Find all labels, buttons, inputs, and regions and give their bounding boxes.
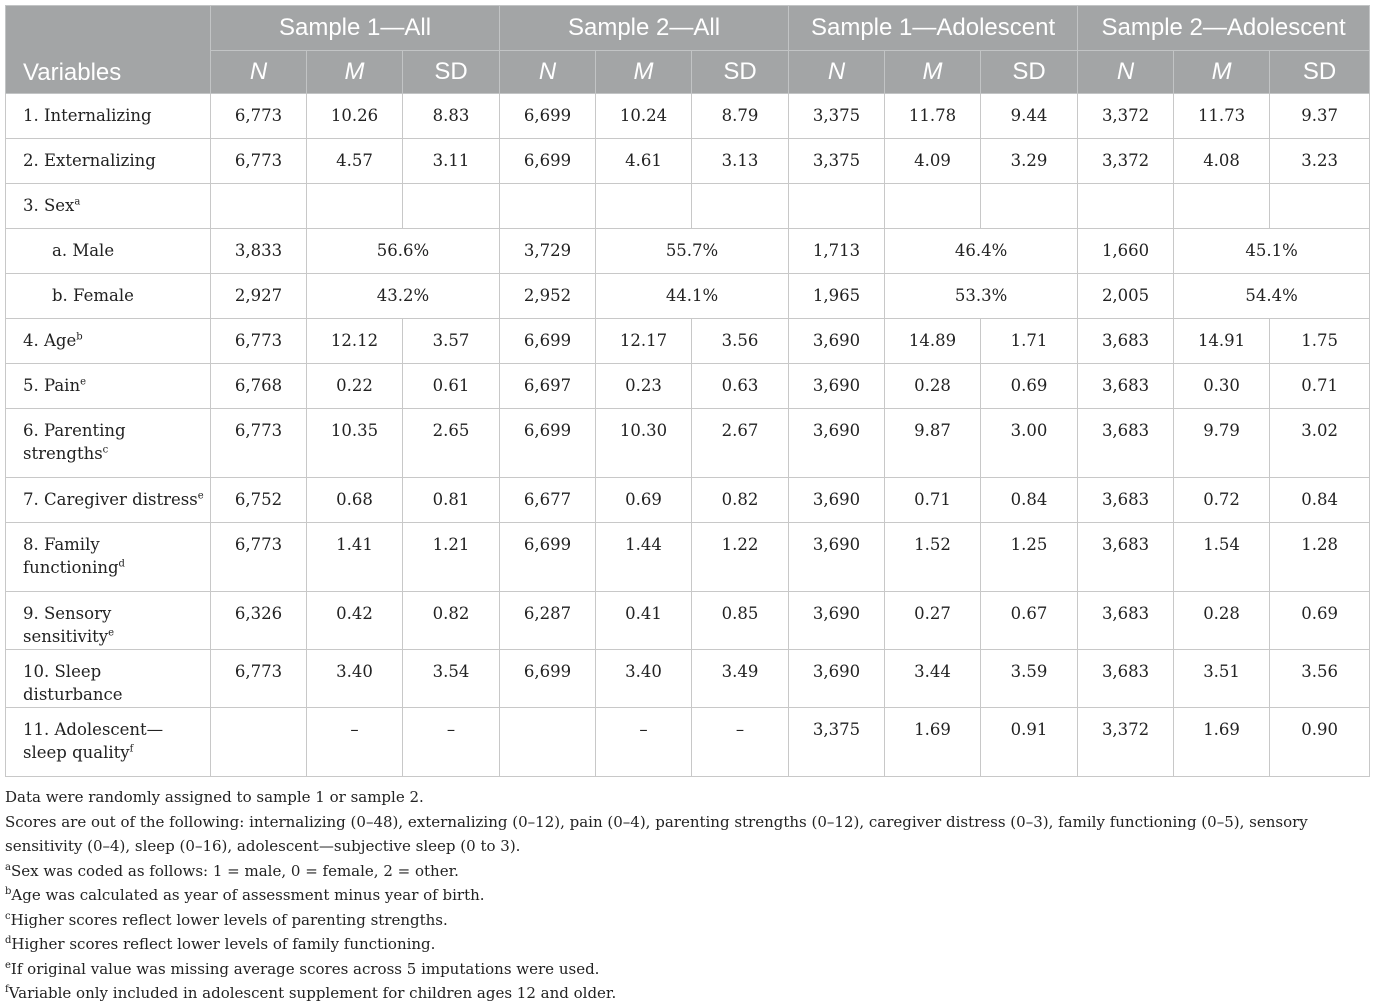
row-label xyxy=(6,229,211,274)
cell-n: 6,773 xyxy=(211,319,307,364)
cell-sd xyxy=(1270,184,1370,229)
cell-m: 1.52 xyxy=(885,523,981,592)
row-label-text: b. Female xyxy=(52,286,134,305)
cell-m: 0.23 xyxy=(596,364,692,409)
cell-n: 2,005 xyxy=(1078,274,1174,319)
table-footnotes xyxy=(5,785,1369,1006)
row-label xyxy=(6,319,211,364)
cell-sd: 1.75 xyxy=(1270,319,1370,364)
cell-n: 6,699 xyxy=(500,523,596,592)
cell-n: 3,690 xyxy=(789,650,885,708)
cell-m: 3.51 xyxy=(1174,650,1270,708)
cell-m: 9.79 xyxy=(1174,409,1270,478)
cell-n: 3,833 xyxy=(211,229,307,274)
cell-percent: 56.6% xyxy=(307,229,500,274)
table-row xyxy=(6,592,1370,650)
cell-sd: 0.82 xyxy=(403,592,500,650)
table-row xyxy=(6,523,1370,592)
header-row-groups xyxy=(6,6,1370,51)
cell-percent: 44.1% xyxy=(596,274,789,319)
col-header-sd: SD xyxy=(1270,51,1370,94)
cell-n xyxy=(211,708,307,777)
cell-sd: 8.79 xyxy=(692,94,789,139)
row-label xyxy=(6,139,211,184)
cell-sd xyxy=(981,184,1078,229)
cell-percent: 43.2% xyxy=(307,274,500,319)
footnote-marker: f xyxy=(129,743,134,755)
cell-m: 0.41 xyxy=(596,592,692,650)
cell-sd: 9.44 xyxy=(981,94,1078,139)
cell-n: 6,773 xyxy=(211,523,307,592)
cell-sd: 0.67 xyxy=(981,592,1078,650)
group-header-sample1-all: Sample 1—All xyxy=(211,6,500,51)
cell-m: 0.22 xyxy=(307,364,403,409)
cell-n: 6,326 xyxy=(211,592,307,650)
cell-n xyxy=(1078,184,1174,229)
row-label xyxy=(6,274,211,319)
footnote xyxy=(5,810,1369,859)
cell-n: 2,952 xyxy=(500,274,596,319)
cell-n: 3,729 xyxy=(500,229,596,274)
footnote-text: Scores are out of the following: internalizing (0–48), externalizing (0–12), pain (0–4), parenting strengths (0–12), caregiver distress (0–3), family functioning (0–5), sensory sensitivity (0–4), sleep (0–16), adolescent—subjective sleep (0 to 3). xyxy=(5,812,1308,855)
footnote-marker: d xyxy=(118,558,125,570)
cell-sd: 3.02 xyxy=(1270,409,1370,478)
cell-m: 10.26 xyxy=(307,94,403,139)
row-label xyxy=(6,708,211,777)
cell-m: 4.57 xyxy=(307,139,403,184)
row-label-text: a. Male xyxy=(52,241,115,260)
cell-percent: 45.1% xyxy=(1174,229,1370,274)
cell-m: 0.28 xyxy=(885,364,981,409)
cell-n: 6,699 xyxy=(500,319,596,364)
footnote-text: Variable only included in adolescent supplement for children ages 12 and older. xyxy=(8,984,617,1002)
col-header-m: M xyxy=(596,51,692,94)
descriptive-statistics-table xyxy=(5,5,1370,777)
cell-n: 1,965 xyxy=(789,274,885,319)
cell-m: 4.08 xyxy=(1174,139,1270,184)
cell-n: 6,773 xyxy=(211,650,307,708)
row-label-text: 1. Internalizing xyxy=(23,106,152,125)
cell-n: 6,697 xyxy=(500,364,596,409)
cell-n: 3,683 xyxy=(1078,592,1174,650)
footnote-marker: c xyxy=(5,910,11,922)
cell-m: 1.69 xyxy=(885,708,981,777)
cell-sd: 3.56 xyxy=(1270,650,1370,708)
cell-m: 1.69 xyxy=(1174,708,1270,777)
row-label-text: 9. Sensory sensitivity xyxy=(23,604,112,646)
table-row xyxy=(6,650,1370,708)
cell-sd: – xyxy=(692,708,789,777)
table-row xyxy=(6,708,1370,777)
row-label xyxy=(6,94,211,139)
footnote-marker: a xyxy=(5,861,11,873)
cell-n: 6,287 xyxy=(500,592,596,650)
row-label-text: 5. Pain xyxy=(23,376,81,395)
col-header-m: M xyxy=(307,51,403,94)
cell-sd: 1.22 xyxy=(692,523,789,592)
row-label xyxy=(6,184,211,229)
cell-m: 0.68 xyxy=(307,478,403,523)
cell-sd: – xyxy=(403,708,500,777)
cell-n: 3,372 xyxy=(1078,94,1174,139)
cell-m: 4.61 xyxy=(596,139,692,184)
footnote-marker: e xyxy=(5,959,11,971)
row-label-text: 7. Caregiver distress xyxy=(23,490,198,509)
cell-n: 3,690 xyxy=(789,478,885,523)
footnote-text: Data were randomly assigned to sample 1 or sample 2. xyxy=(5,788,424,806)
footnote-marker: e xyxy=(108,627,114,639)
footnote-text: Higher scores reflect lower levels of parenting strengths. xyxy=(10,910,448,929)
table-row xyxy=(6,409,1370,478)
row-label-text: 6. Parenting strengths xyxy=(23,421,126,463)
table-container xyxy=(5,5,1369,1006)
cell-m: 9.87 xyxy=(885,409,981,478)
cell-sd: 0.63 xyxy=(692,364,789,409)
cell-n: 6,677 xyxy=(500,478,596,523)
cell-m: 0.69 xyxy=(596,478,692,523)
row-label-text: 2. Externalizing xyxy=(23,151,156,170)
cell-n: 2,927 xyxy=(211,274,307,319)
cell-sd: 0.91 xyxy=(981,708,1078,777)
footnote-marker: a xyxy=(74,196,81,208)
cell-sd: 3.11 xyxy=(403,139,500,184)
footnote-marker: b xyxy=(5,886,12,897)
cell-n xyxy=(211,184,307,229)
row-label xyxy=(6,478,211,523)
cell-m: 4.09 xyxy=(885,139,981,184)
footnote xyxy=(5,957,1369,982)
table-row xyxy=(6,478,1370,523)
footnote xyxy=(5,883,1369,908)
cell-m: 0.28 xyxy=(1174,592,1270,650)
cell-sd: 1.21 xyxy=(403,523,500,592)
cell-percent: 53.3% xyxy=(885,274,1078,319)
cell-sd: 3.59 xyxy=(981,650,1078,708)
footnote xyxy=(5,932,1369,957)
cell-n: 6,768 xyxy=(211,364,307,409)
cell-m: 10.30 xyxy=(596,409,692,478)
cell-sd xyxy=(692,184,789,229)
cell-m: 3.40 xyxy=(307,650,403,708)
cell-sd: 0.84 xyxy=(1270,478,1370,523)
cell-m: – xyxy=(596,708,692,777)
cell-m: 0.42 xyxy=(307,592,403,650)
cell-n: 3,690 xyxy=(789,592,885,650)
cell-n: 6,699 xyxy=(500,409,596,478)
cell-sd: 3.13 xyxy=(692,139,789,184)
cell-m: 11.78 xyxy=(885,94,981,139)
cell-n xyxy=(500,708,596,777)
table-row xyxy=(6,94,1370,139)
col-header-n: N xyxy=(500,51,596,94)
footnote-marker: b xyxy=(76,331,83,343)
row-label xyxy=(6,364,211,409)
cell-sd: 9.37 xyxy=(1270,94,1370,139)
cell-sd: 0.69 xyxy=(981,364,1078,409)
cell-n: 6,752 xyxy=(211,478,307,523)
col-header-m: M xyxy=(1174,51,1270,94)
cell-sd: 0.71 xyxy=(1270,364,1370,409)
cell-percent: 55.7% xyxy=(596,229,789,274)
cell-n xyxy=(500,184,596,229)
table-body xyxy=(6,94,1370,777)
cell-sd: 0.61 xyxy=(403,364,500,409)
cell-sd: 1.25 xyxy=(981,523,1078,592)
cell-n: 6,699 xyxy=(500,94,596,139)
cell-n: 3,683 xyxy=(1078,650,1174,708)
cell-sd: 0.82 xyxy=(692,478,789,523)
table-row xyxy=(6,139,1370,184)
footnote-marker: e xyxy=(80,376,87,388)
footnote xyxy=(5,785,1369,810)
cell-n: 3,375 xyxy=(789,94,885,139)
cell-sd: 2.65 xyxy=(403,409,500,478)
cell-m: 10.24 xyxy=(596,94,692,139)
cell-n: 6,699 xyxy=(500,650,596,708)
cell-sd: 2.67 xyxy=(692,409,789,478)
footnote-marker: c xyxy=(102,444,109,456)
cell-sd: 0.81 xyxy=(403,478,500,523)
cell-n: 3,690 xyxy=(789,409,885,478)
cell-n: 6,773 xyxy=(211,94,307,139)
cell-m xyxy=(596,184,692,229)
group-header-sample2-all: Sample 2—All xyxy=(500,6,789,51)
cell-n xyxy=(789,184,885,229)
row-label-text: 10. Sleep disturbance xyxy=(23,662,123,704)
cell-n: 6,773 xyxy=(211,409,307,478)
footnote xyxy=(5,981,1369,1006)
row-label-text: 8. Family functioning xyxy=(23,535,119,577)
group-header-sample1-adolescent: Sample 1—Adolescent xyxy=(789,6,1078,51)
group-header-sample2-adolescent: Sample 2—Adolescent xyxy=(1078,6,1370,51)
table-row xyxy=(6,319,1370,364)
row-label xyxy=(6,650,211,708)
cell-sd: 1.71 xyxy=(981,319,1078,364)
footnote-marker: d xyxy=(5,935,12,946)
header-row-stats xyxy=(6,51,1370,94)
cell-m: 0.71 xyxy=(885,478,981,523)
cell-sd: 3.49 xyxy=(692,650,789,708)
footnote-text: Higher scores reflect lower levels of family functioning. xyxy=(11,935,436,953)
col-header-n: N xyxy=(211,51,307,94)
cell-m xyxy=(1174,184,1270,229)
cell-sd: 3.29 xyxy=(981,139,1078,184)
row-label-text: 11. Adolescent—sleep quality xyxy=(23,720,164,762)
footnote xyxy=(5,908,1369,933)
table-row xyxy=(6,184,1370,229)
cell-m: 14.89 xyxy=(885,319,981,364)
col-header-sd: SD xyxy=(692,51,789,94)
col-header-m: M xyxy=(885,51,981,94)
cell-n: 3,372 xyxy=(1078,139,1174,184)
col-header-sd: SD xyxy=(981,51,1078,94)
cell-percent: 46.4% xyxy=(885,229,1078,274)
cell-m: – xyxy=(307,708,403,777)
cell-n: 3,372 xyxy=(1078,708,1174,777)
cell-n: 3,375 xyxy=(789,139,885,184)
cell-m: 0.30 xyxy=(1174,364,1270,409)
cell-m: 1.54 xyxy=(1174,523,1270,592)
cell-n: 1,713 xyxy=(789,229,885,274)
cell-m: 11.73 xyxy=(1174,94,1270,139)
col-header-sd: SD xyxy=(403,51,500,94)
cell-n: 6,773 xyxy=(211,139,307,184)
cell-m xyxy=(885,184,981,229)
col-header-n: N xyxy=(789,51,885,94)
cell-percent: 54.4% xyxy=(1174,274,1370,319)
row-label xyxy=(6,523,211,592)
table-row xyxy=(6,229,1370,274)
variables-header: Variables xyxy=(6,6,211,94)
cell-m: 3.40 xyxy=(596,650,692,708)
cell-sd: 0.85 xyxy=(692,592,789,650)
cell-n: 3,690 xyxy=(789,319,885,364)
cell-sd: 0.69 xyxy=(1270,592,1370,650)
row-label xyxy=(6,592,211,650)
cell-n: 3,690 xyxy=(789,523,885,592)
cell-m: 1.41 xyxy=(307,523,403,592)
footnote-text: Age was calculated as year of assessment minus year of birth. xyxy=(11,886,485,904)
row-label-text: 4. Age xyxy=(23,331,77,350)
table-row xyxy=(6,274,1370,319)
cell-m: 1.44 xyxy=(596,523,692,592)
table-row xyxy=(6,364,1370,409)
cell-n: 3,375 xyxy=(789,708,885,777)
cell-m: 10.35 xyxy=(307,409,403,478)
cell-m: 14.91 xyxy=(1174,319,1270,364)
cell-n: 3,690 xyxy=(789,364,885,409)
footnote-text: Sex was coded as follows: 1 = male, 0 = female, 2 = other. xyxy=(10,861,459,880)
cell-sd xyxy=(403,184,500,229)
col-header-n: N xyxy=(1078,51,1174,94)
cell-n: 3,683 xyxy=(1078,523,1174,592)
cell-sd: 3.00 xyxy=(981,409,1078,478)
cell-n: 3,683 xyxy=(1078,364,1174,409)
cell-sd: 1.28 xyxy=(1270,523,1370,592)
row-label xyxy=(6,409,211,478)
cell-m: 12.17 xyxy=(596,319,692,364)
footnote-marker: e xyxy=(197,490,204,502)
cell-m: 0.72 xyxy=(1174,478,1270,523)
cell-sd: 8.83 xyxy=(403,94,500,139)
footnote-text: If original value was missing average scores across 5 imputations were used. xyxy=(10,959,600,978)
cell-m: 0.27 xyxy=(885,592,981,650)
footnote xyxy=(5,859,1369,884)
cell-n: 6,699 xyxy=(500,139,596,184)
cell-sd: 3.23 xyxy=(1270,139,1370,184)
cell-n: 3,683 xyxy=(1078,319,1174,364)
cell-sd: 3.57 xyxy=(403,319,500,364)
cell-sd: 0.84 xyxy=(981,478,1078,523)
cell-sd: 3.56 xyxy=(692,319,789,364)
cell-m xyxy=(307,184,403,229)
footnote-marker: f xyxy=(5,984,9,995)
cell-m: 12.12 xyxy=(307,319,403,364)
cell-n: 1,660 xyxy=(1078,229,1174,274)
cell-sd: 0.90 xyxy=(1270,708,1370,777)
cell-n: 3,683 xyxy=(1078,478,1174,523)
cell-m: 3.44 xyxy=(885,650,981,708)
cell-n: 3,683 xyxy=(1078,409,1174,478)
row-label-text: 3. Sex xyxy=(23,196,75,215)
cell-sd: 3.54 xyxy=(403,650,500,708)
